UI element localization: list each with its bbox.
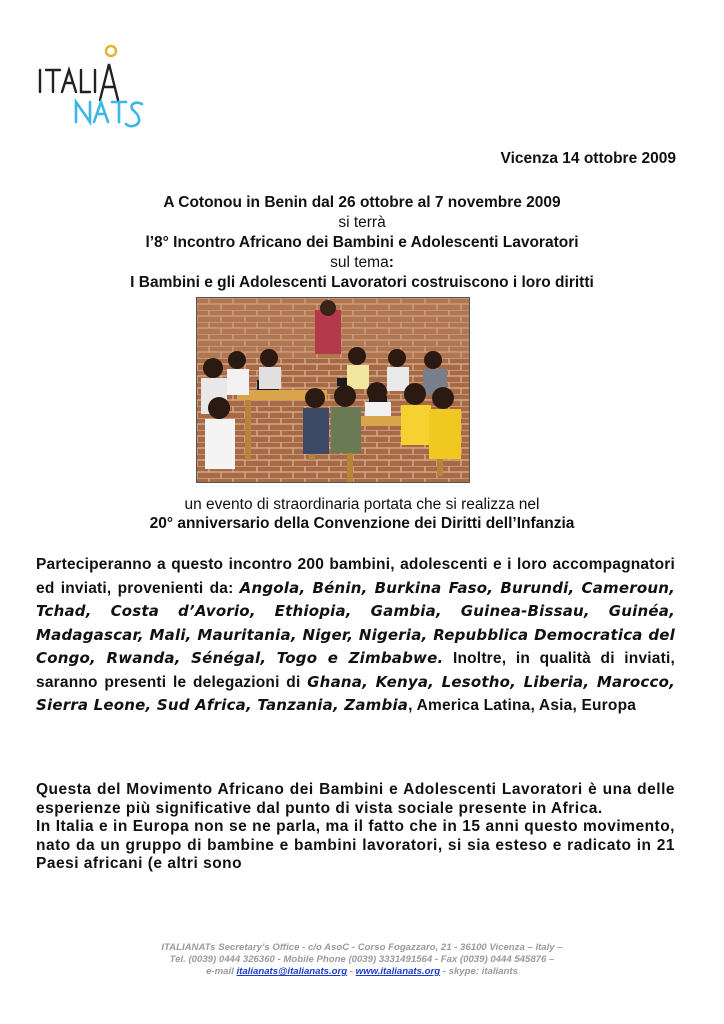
skype-text: - skype: italiants <box>440 966 518 977</box>
participant-countries: Angola, Bénin, Burkina Faso, Burundi, Cameroun, Tchad, Costa d’Avorio, Ethiopia, Gambia, Guinea-Bissau, Guinéa, Madagascar, Mali, Mauritania, Niger, Nigeria, Repubblica Democratica del Congo, Rwanda, Sénégal, Togo e Zimbabwe. <box>36 578 675 667</box>
movement-text-1: Questa del Movimento Africano dei Bambini e Adolescenti Lavoratori è una delle esperienze più significative dal punto di vista sociale presente in Africa. <box>36 781 675 817</box>
headline-event-title: l’8° Incontro Africano dei Bambini e Adolescenti Lavoratori <box>145 234 579 251</box>
topic-label-colon: : <box>388 254 394 271</box>
participants-intro: Parteciperanno a questo incontro 200 bambini, adolescenti e i loro accompagnatori ed inviati, provenienti da: <box>36 556 675 597</box>
italianats-logo <box>34 42 158 134</box>
headline-topic: I Bambini e gli Adolescenti Lavoratori costruiscono i loro diritti <box>130 274 594 291</box>
subheading-anniversary: 20° anniversario della Convenzione dei Diritti dell’Infanzia <box>149 515 575 532</box>
topic-label-text: sul tema <box>330 254 389 271</box>
footer-phones: Tel. (0039) 0444 326360 - Mobile Phone (0039) 3331491564 - Fax (0039) 0444 545876 – <box>169 954 555 965</box>
movement-text-2: In Italia e in Europa non se ne parla, ma il fatto che in 15 anni questo movimento, nato da un gruppo di bambine e bambini lavoratori, si sia esteso e radicato in 21 Paesi africani (e altri sono <box>36 818 675 872</box>
delegation-countries: Ghana, Kenya, Lesotho, Liberia, Marocco, Sierra Leone, Sud Africa, Tanzania, Zambia <box>36 672 675 714</box>
date-line: Vicenza 14 ottobre 2009 <box>500 150 676 167</box>
participants-paragraph <box>36 553 675 718</box>
subheading-line: un evento di straordinaria portata che si realizza nel <box>184 496 540 513</box>
footer-links <box>0 966 724 978</box>
website-link[interactable]: www.italianats.org <box>355 966 441 977</box>
movement-paragraph <box>36 781 675 874</box>
headline-topic-label <box>0 253 724 273</box>
footer-separator: - <box>347 966 356 977</box>
logo-wordmark <box>40 46 142 126</box>
headline-connector: si terrà <box>338 214 386 231</box>
headline <box>0 193 724 293</box>
headline-event-line: A Cotonou in Benin dal 26 ottobre al 7 novembre 2009 <box>163 194 561 211</box>
participants-end: , America Latina, Asia, Europa <box>408 697 637 714</box>
footer-contact <box>0 942 724 978</box>
children-sewing-photo <box>196 297 470 483</box>
email-prefix: e-mail <box>206 966 237 977</box>
participants-middle: Inoltre, in qualità di inviati, saranno presenti le delegazioni di <box>36 650 676 691</box>
footer-address: ITALIANATs Secretary’s Office - c/o AsoC - Corso Fogazzaro, 21 - 36100 Vicenza – Italy – <box>161 942 563 953</box>
email-link[interactable]: italianats@italianats.org <box>236 966 348 977</box>
anniversary-subheading <box>0 495 724 533</box>
